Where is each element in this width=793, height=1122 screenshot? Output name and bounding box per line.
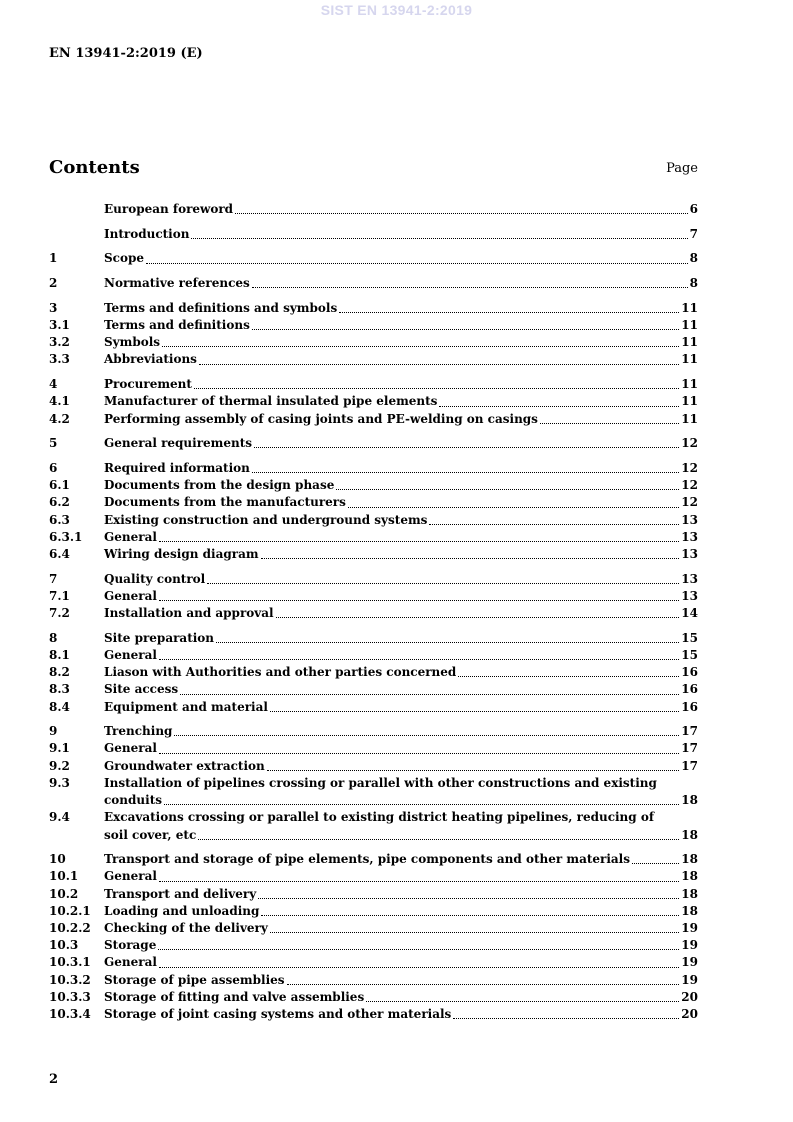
toc-entry-title: Introduction [104, 226, 190, 241]
dot-leader [164, 804, 679, 805]
toc-entry-number: 3.2 [49, 335, 70, 350]
toc-entry[interactable] [49, 460, 698, 477]
dot-leader [267, 770, 680, 771]
toc-group [49, 571, 698, 623]
toc-entry[interactable] [49, 250, 698, 267]
toc-entry-number: 6.2 [49, 495, 70, 510]
toc-entry-page: 18 [681, 827, 698, 842]
toc-entry-title: Transport and delivery [104, 886, 257, 901]
toc-entry-title: Groundwater extraction [104, 758, 265, 773]
toc-group [49, 435, 698, 452]
toc-group [49, 300, 698, 369]
toc-entry[interactable] [49, 588, 698, 605]
watermark: SIST EN 13941-2:2019 [320, 2, 473, 18]
toc-entry-number: 4 [49, 377, 58, 392]
toc-group [49, 851, 698, 1023]
toc-entry-title: Storage of pipe assemblies [104, 972, 285, 987]
dot-leader [159, 659, 679, 660]
toc-entry[interactable] [49, 226, 698, 243]
dot-leader [180, 694, 679, 695]
toc-entry-number: 3.3 [49, 352, 70, 367]
toc-entry[interactable] [49, 605, 698, 622]
toc-entry-page: 11 [681, 394, 698, 409]
dot-leader [632, 863, 679, 864]
contents-heading: Contents [49, 157, 140, 178]
dot-leader [252, 287, 688, 288]
toc-entry[interactable] [49, 376, 698, 393]
toc-entry-title: Documents from the design phase [104, 478, 335, 493]
table-of-contents [49, 201, 698, 1031]
toc-entry[interactable] [49, 275, 698, 292]
toc-entry-number: 10.3.3 [49, 989, 91, 1004]
toc-entry[interactable] [49, 954, 698, 971]
toc-entry-number: 10.3 [49, 938, 79, 953]
dot-leader [270, 711, 679, 712]
toc-entry-title: Liason with Authorities and other parties concerned [104, 665, 457, 680]
toc-entry-number: 8 [49, 630, 58, 645]
toc-entry[interactable] [49, 546, 698, 563]
dot-leader [162, 346, 679, 347]
toc-group [49, 226, 698, 243]
toc-entry-title: General [104, 869, 157, 884]
toc-entry-title: Storage of joint casing systems and other materials [104, 1007, 452, 1022]
toc-entry-page: 13 [681, 571, 698, 586]
toc-entry-number: 10.3.4 [49, 1007, 91, 1022]
toc-entry[interactable] [49, 351, 698, 368]
toc-entry-title: Checking of the delivery [104, 921, 268, 936]
toc-entry-number: 10.3.1 [49, 955, 91, 970]
dot-leader [366, 1001, 679, 1002]
toc-entry[interactable] [49, 886, 698, 903]
toc-entry[interactable] [49, 647, 698, 664]
dot-leader [159, 753, 679, 754]
toc-entry-number: 6.3.1 [49, 529, 83, 544]
toc-entry[interactable] [49, 435, 698, 452]
dot-leader [458, 676, 679, 677]
toc-entry[interactable] [49, 972, 698, 989]
dot-leader [254, 447, 679, 448]
toc-entry-page: 18 [681, 793, 698, 808]
toc-entry-number: 5 [49, 436, 58, 451]
toc-entry[interactable] [49, 477, 698, 494]
toc-entry-title: Wiring design diagram [104, 546, 259, 561]
toc-entry-page: 17 [681, 724, 698, 739]
toc-entry-page: 20 [681, 1007, 698, 1022]
toc-entry-page: 11 [681, 411, 698, 426]
toc-entry[interactable] [49, 529, 698, 546]
toc-entry-page: 11 [681, 377, 698, 392]
toc-entry[interactable] [49, 699, 698, 716]
dot-leader [194, 388, 679, 389]
toc-entry-number: 1 [49, 251, 58, 266]
toc-entry-page: 17 [681, 741, 698, 756]
toc-entry-title: Excavations crossing or parallel to existing district heating pipelines, reducing of [104, 810, 655, 825]
document-id-header: EN 13941-2:2019 (E) [49, 46, 203, 61]
toc-group [49, 376, 698, 428]
dot-leader [146, 263, 688, 264]
toc-entry-number: 2 [49, 276, 58, 291]
toc-entry[interactable] [49, 758, 698, 775]
toc-entry-number: 8.3 [49, 682, 70, 697]
page-column-label: Page [666, 161, 698, 176]
toc-entry-title: Required information [104, 460, 250, 475]
toc-entry-title: Terms and definitions [104, 318, 250, 333]
toc-entry-page: 6 [689, 202, 698, 216]
toc-entry[interactable] [49, 809, 698, 843]
toc-entry-number: 9.3 [49, 775, 70, 790]
toc-entry[interactable] [49, 723, 698, 740]
toc-entry[interactable] [49, 868, 698, 885]
toc-entry-page: 11 [681, 300, 698, 315]
toc-entry-title: Site preparation [104, 630, 215, 645]
toc-entry-page: 13 [681, 546, 698, 561]
toc-entry-number: 10.2.1 [49, 903, 91, 918]
dot-leader [207, 583, 679, 584]
dot-leader [276, 617, 680, 618]
toc-entry-title: Documents from the manufacturers [104, 495, 346, 510]
toc-entry-page: 15 [681, 647, 698, 662]
toc-entry[interactable] [49, 775, 698, 809]
toc-group [49, 723, 698, 843]
toc-entry-number: 6.3 [49, 512, 70, 527]
toc-entry-number: 4.1 [49, 394, 70, 409]
toc-entry-title: Site access [104, 682, 179, 697]
toc-entry-page: 12 [681, 495, 698, 510]
toc-entry-number: 9.1 [49, 741, 70, 756]
toc-entry-number: 10.2 [49, 886, 79, 901]
dot-leader [261, 558, 680, 559]
dot-leader [159, 541, 679, 542]
toc-entry-page: 18 [681, 852, 698, 867]
dot-leader [287, 984, 680, 985]
toc-entry-number: 7.2 [49, 606, 70, 621]
dot-leader [191, 238, 687, 239]
dot-leader [261, 915, 679, 916]
toc-entry-title: Scope [104, 251, 145, 266]
toc-entry-number: 9.4 [49, 810, 70, 825]
toc-entry-page: 19 [681, 955, 698, 970]
dot-leader [258, 898, 679, 899]
toc-entry-title-continued: soil cover, etc [104, 827, 197, 842]
toc-entry[interactable] [49, 317, 698, 334]
toc-entry-page: 8 [689, 251, 698, 266]
toc-entry-title: Trenching [104, 724, 173, 739]
toc-entry-page: 11 [681, 318, 698, 333]
toc-entry-title: Manufacturer of thermal insulated pipe elements [104, 394, 438, 409]
toc-entry-number: 8.1 [49, 647, 70, 662]
toc-entry[interactable] [49, 393, 698, 410]
toc-entry-title: General [104, 741, 157, 756]
toc-entry-title: General requirements [104, 436, 253, 451]
toc-entry-number: 6.4 [49, 546, 70, 561]
toc-entry-title: Storage of fitting and valve assemblies [104, 989, 365, 1004]
toc-entry[interactable] [49, 494, 698, 511]
toc-entry-number: 7.1 [49, 588, 70, 603]
toc-entry-title: General [104, 529, 157, 544]
toc-entry-page: 20 [681, 989, 698, 1004]
toc-entry-page: 18 [681, 903, 698, 918]
toc-entry-title: General [104, 955, 157, 970]
toc-entry-number: 10.2.2 [49, 921, 91, 936]
toc-entry-page: 12 [681, 478, 698, 493]
dot-leader [540, 423, 679, 424]
dot-leader [429, 524, 679, 525]
toc-entry[interactable] [49, 201, 698, 218]
toc-entry[interactable] [49, 571, 698, 588]
dot-leader [235, 213, 688, 214]
toc-entry-title: Normative references [104, 276, 250, 291]
toc-entry-number: 10 [49, 852, 66, 867]
toc-entry-title: Storage [104, 938, 157, 953]
toc-entry[interactable] [49, 512, 698, 529]
page-number: 2 [49, 1072, 59, 1087]
dot-leader [158, 949, 679, 950]
toc-entry-page: 11 [681, 335, 698, 350]
toc-entry[interactable] [49, 334, 698, 351]
toc-group [49, 250, 698, 267]
toc-group [49, 201, 698, 218]
toc-entry-title: General [104, 588, 157, 603]
dot-leader [252, 472, 679, 473]
toc-entry-title: European foreword [104, 202, 234, 216]
dot-leader [336, 489, 679, 490]
toc-entry[interactable] [49, 740, 698, 757]
toc-entry-number: 8.4 [49, 699, 70, 714]
toc-entry-title: Quality control [104, 571, 206, 586]
toc-entry-page: 19 [681, 921, 698, 936]
toc-entry-number: 3 [49, 300, 58, 315]
toc-entry-title: Performing assembly of casing joints and PE-welding on casings [104, 411, 538, 426]
toc-entry-page: 18 [681, 869, 698, 884]
toc-entry[interactable] [49, 989, 698, 1006]
toc-entry-title: Equipment and material [104, 699, 268, 714]
toc-entry-page: 13 [681, 512, 698, 527]
toc-entry-title: General [104, 647, 157, 662]
toc-entry-number: 9.2 [49, 758, 70, 773]
dot-leader [199, 364, 679, 365]
toc-entry[interactable] [49, 411, 698, 428]
toc-entry-title: Transport and storage of pipe elements, pipe components and other materials [104, 852, 630, 867]
toc-entry-page: 18 [681, 886, 698, 901]
toc-entry-page: 19 [681, 972, 698, 987]
dot-leader [252, 329, 679, 330]
toc-group [49, 460, 698, 563]
toc-entry-number: 8.2 [49, 665, 70, 680]
toc-entry-title: Existing construction and underground systems [104, 512, 428, 527]
toc-entry-number: 9 [49, 724, 58, 739]
toc-entry-page: 7 [689, 226, 698, 241]
toc-entry-title: Procurement [104, 377, 192, 392]
toc-entry-page: 12 [681, 460, 698, 475]
toc-group [49, 630, 698, 716]
dot-leader [453, 1018, 679, 1019]
toc-entry[interactable] [49, 903, 698, 920]
toc-entry[interactable] [49, 630, 698, 647]
toc-entry-number: 6.1 [49, 478, 70, 493]
dot-leader [159, 967, 679, 968]
toc-entry-title: Terms and definitions and symbols [104, 300, 338, 315]
dot-leader [216, 642, 679, 643]
toc-entry-page: 13 [681, 529, 698, 544]
toc-entry-page: 19 [681, 938, 698, 953]
toc-entry[interactable] [49, 681, 698, 698]
dot-leader [348, 507, 679, 508]
toc-entry-number: 6 [49, 460, 58, 475]
toc-entry-page: 15 [681, 630, 698, 645]
toc-entry-page: 8 [689, 276, 698, 291]
toc-entry-number: 7 [49, 571, 58, 586]
toc-entry-page: 12 [681, 436, 698, 451]
toc-entry-title: Loading and unloading [104, 903, 260, 918]
toc-entry-page: 16 [681, 682, 698, 697]
toc-entry[interactable] [49, 851, 698, 868]
dot-leader [198, 839, 679, 840]
toc-entry-page: 14 [681, 606, 698, 621]
toc-entry-page: 13 [681, 588, 698, 603]
toc-entry-page: 16 [681, 665, 698, 680]
toc-group [49, 275, 698, 292]
toc-entry-title: Abbreviations [104, 352, 197, 367]
toc-entry-page: 16 [681, 699, 698, 714]
dot-leader [439, 406, 679, 407]
toc-entry-title-continued: conduits [104, 793, 163, 808]
toc-entry-page: 11 [681, 352, 698, 367]
toc-entry-number: 4.2 [49, 411, 70, 426]
dot-leader [174, 735, 679, 736]
toc-entry-title: Symbols [104, 335, 161, 350]
toc-entry-title: Installation and approval [104, 606, 274, 621]
toc-entry-number: 10.1 [49, 869, 79, 884]
dot-leader [339, 312, 679, 313]
toc-entry[interactable] [49, 1006, 698, 1023]
toc-entry-number: 3.1 [49, 318, 70, 333]
toc-entry[interactable] [49, 664, 698, 681]
dot-leader [270, 932, 679, 933]
toc-entry[interactable] [49, 920, 698, 937]
toc-entry[interactable] [49, 300, 698, 317]
toc-entry[interactable] [49, 937, 698, 954]
toc-entry-title: Installation of pipelines crossing or parallel with other constructions and existing [104, 775, 657, 790]
toc-entry-number: 10.3.2 [49, 972, 91, 987]
dot-leader [159, 881, 679, 882]
dot-leader [159, 600, 679, 601]
toc-entry-page: 17 [681, 758, 698, 773]
